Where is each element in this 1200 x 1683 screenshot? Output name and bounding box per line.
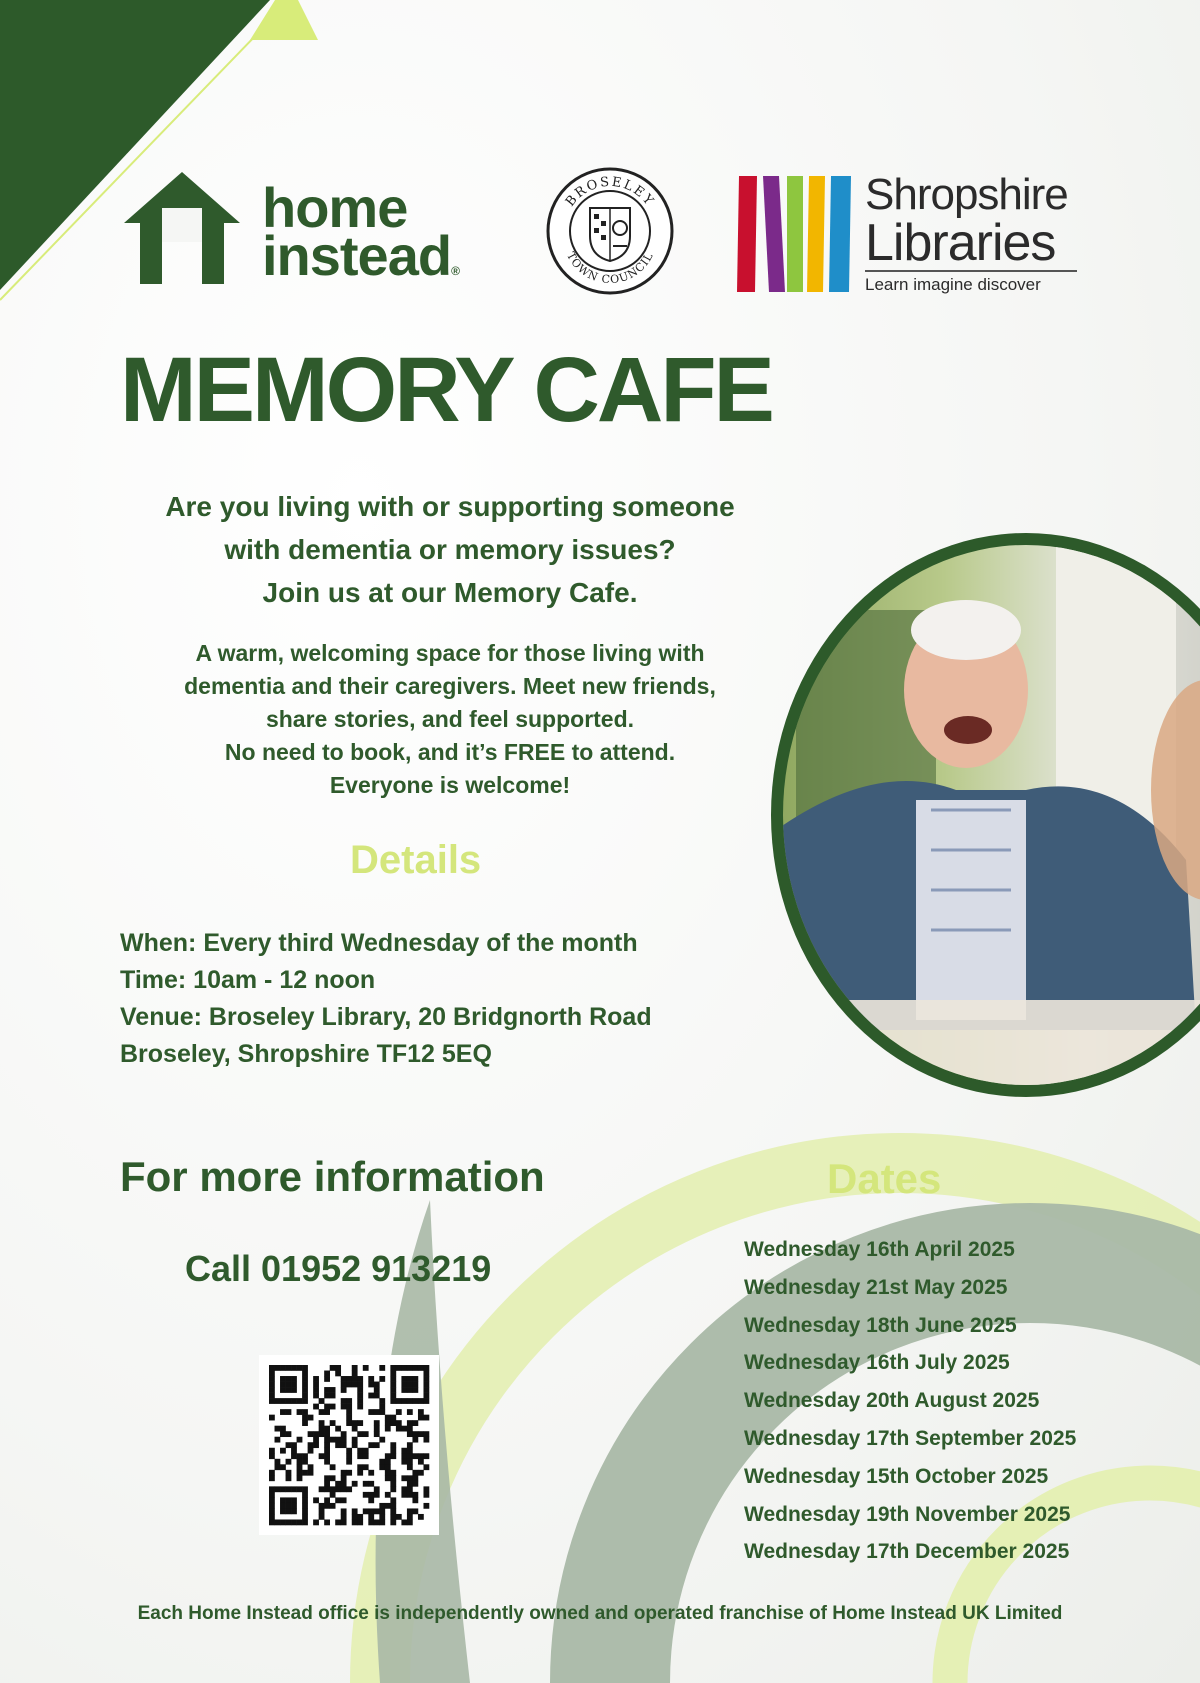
intro-line: Join us at our Memory Cafe. — [262, 577, 638, 608]
shropshire-libraries-logo — [865, 172, 1077, 296]
home-instead-line1: home — [262, 176, 408, 239]
date-item: Wednesday 17th December 2025 — [744, 1540, 1070, 1564]
home-instead-line2: instead® — [262, 224, 459, 287]
date-item: Wednesday 16th July 2025 — [744, 1351, 1010, 1375]
description-line: A warm, welcoming space for those living with — [195, 640, 705, 666]
intro-text — [100, 485, 800, 614]
details-address: Broseley, Shropshire TF12 5EQ — [120, 1040, 492, 1068]
intro-line: Are you living with or supporting someone — [165, 491, 735, 522]
details-time: Time: 10am - 12 noon — [120, 966, 376, 994]
qr-code[interactable] — [259, 1355, 439, 1535]
date-item: Wednesday 20th August 2025 — [744, 1389, 1040, 1413]
details-when: When: Every third Wednesday of the month — [120, 929, 638, 957]
page-title: MEMORY CAFE — [120, 339, 772, 441]
description-line: share stories, and feel supported. — [265, 706, 635, 732]
phone-number: Call 01952 913219 — [185, 1248, 492, 1289]
broseley-town-council-seal — [545, 166, 675, 296]
intro-line: with dementia or memory issues? — [224, 534, 676, 565]
date-item: Wednesday 15th October 2025 — [744, 1464, 1049, 1488]
date-item: Wednesday 16th April 2025 — [744, 1238, 1015, 1261]
home-instead-house-icon — [122, 168, 242, 288]
dates-heading: Dates — [827, 1155, 942, 1202]
seal-top-text: BROSELEY — [562, 174, 658, 210]
libraries-line1: Shropshire — [865, 170, 1068, 219]
dates-list — [744, 1231, 1076, 1571]
details-heading: Details — [350, 838, 482, 882]
description-line: No need to book, and it’s FREE to attend. — [224, 739, 676, 765]
libraries-line2: Libraries — [865, 214, 1056, 272]
photo-elderly-man — [756, 530, 1200, 1120]
description-line: dementia and their caregivers. Meet new friends, — [184, 673, 716, 699]
seal-bottom-text: TOWN COUNCIL — [564, 249, 656, 287]
libraries-tagline: Learn imagine discover — [865, 270, 1077, 296]
details-venue: Venue: Broseley Library, 20 Bridgnorth Road — [120, 1003, 652, 1031]
more-info-heading: For more information — [120, 1153, 545, 1200]
shropshire-libraries-books-icon — [735, 172, 857, 294]
description-line: Everyone is welcome! — [329, 772, 571, 798]
date-item: Wednesday 18th June 2025 — [744, 1313, 1017, 1337]
date-item: Wednesday 19th November 2025 — [744, 1502, 1071, 1526]
description-text — [100, 637, 800, 802]
date-item: Wednesday 21st May 2025 — [744, 1275, 1008, 1299]
details-block — [120, 925, 652, 1073]
date-item: Wednesday 17th September 2025 — [744, 1426, 1077, 1450]
home-instead-logo — [262, 176, 459, 295]
footer-disclaimer: Each Home Instead office is independently owned and operated franchise of Home Instead UK Limited — [137, 1603, 1063, 1624]
